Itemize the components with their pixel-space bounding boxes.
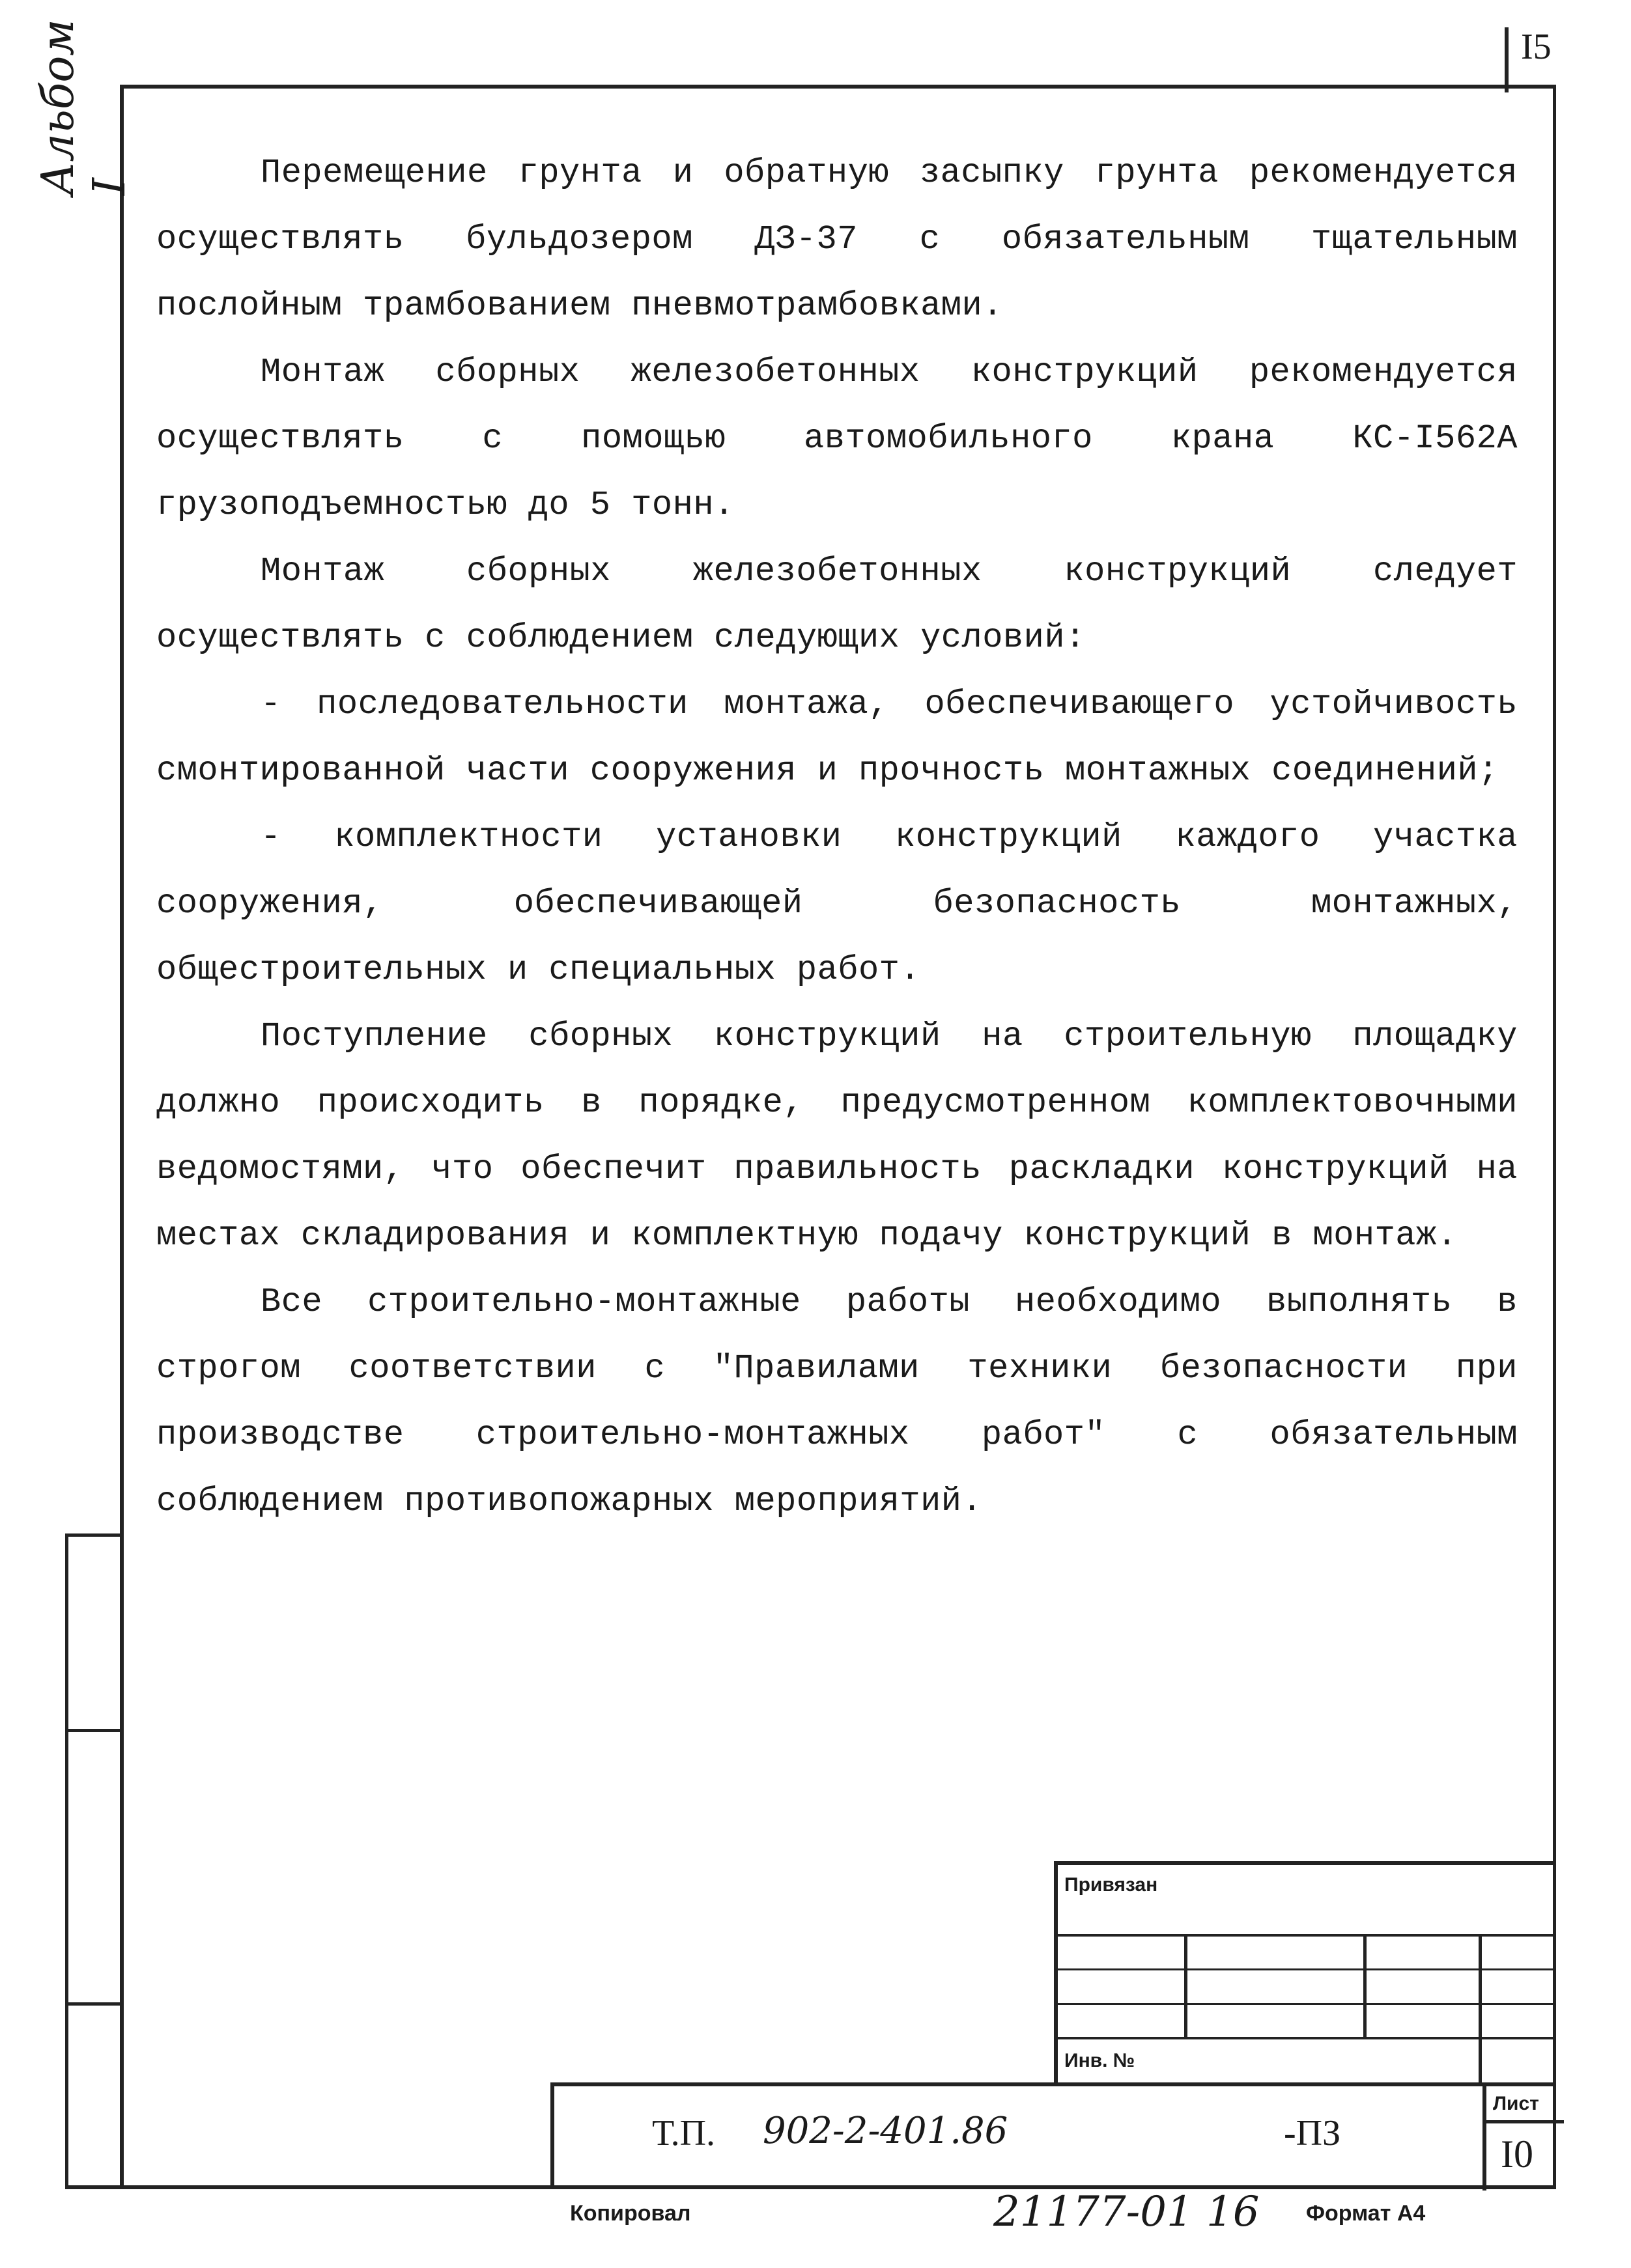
side-strip-line — [68, 1533, 123, 1537]
paragraph: Все строительно-монтажные работы необходимо выполнять в строгом соответствии с "Правилами техники безопасности при производстве строительно-монтажных работ" с обязательным соблюдением противопожарных мероприятий. — [156, 1283, 1518, 1520]
paragraph: Поступление сборных конструкций на строительную площадку должно происходить в порядке, предусмотренном комплектовочными ведомостями, что обеспечит правильность раскладки конструкций на местах складирования и комплектную подачу конструкций в монтаж. — [156, 1017, 1518, 1255]
binding-stamp — [1054, 1861, 1556, 2082]
archive-code: 21177-01 16 — [993, 2188, 1260, 2236]
bound-label: Привязан — [1064, 1874, 1158, 1896]
paragraph: - последовательности монтажа, обеспечивающего устойчивость смонтированной части сооружения и прочность монтажных соединений; — [156, 685, 1518, 790]
copied-label: Копировал — [570, 2201, 691, 2226]
sheet-number: I0 — [1501, 2133, 1533, 2176]
side-strip-line — [68, 1729, 123, 1732]
stamp-line — [1479, 1934, 1482, 2082]
sheet-box — [1482, 2086, 1560, 2191]
sheet-label: Лист — [1493, 2093, 1539, 2114]
album-label: Альбом I — [33, 19, 135, 195]
corner-divider — [1505, 27, 1509, 92]
title-block — [550, 2082, 1556, 2187]
paragraph: Монтаж сборных железобетонных конструкций следует осуществлять с соблюдением следующих условий: — [156, 552, 1518, 657]
paragraph: - комплектности установки конструкций каждого участка сооружения, обеспечивающей безопасность монтажных, общестроительных и специальных работ. — [156, 818, 1518, 989]
inventory-label: Инв. № — [1064, 2050, 1135, 2071]
tp-number: 902-2-401.86 — [763, 2110, 1008, 2152]
side-strip — [65, 1533, 120, 2187]
tp-prefix: Т.П. — [652, 2113, 716, 2153]
paragraph: Перемещение грунта и обратную засыпку грунта рекомендуется осуществлять бульдозером ДЗ-37 с обязательным тщательным послойным трамбованием пневмотрамбовками. — [156, 154, 1518, 325]
format-label: Формат А4 — [1306, 2201, 1426, 2226]
document-body — [156, 140, 1518, 1535]
stamp-line — [1054, 1861, 1556, 1865]
stamp-line — [1363, 1934, 1367, 2039]
paragraph: Монтаж сборных железобетонных конструкций рекомендуется осуществлять с помощью автомобильного крана КС-I562А грузоподъемностью до 5 тонн. — [156, 353, 1518, 524]
page-number: I5 — [1521, 27, 1552, 67]
sheet-divider — [1486, 2120, 1564, 2123]
document-code: -ПЗ — [1284, 2113, 1341, 2153]
stamp-line — [1054, 1861, 1058, 2082]
stamp-line — [1184, 1934, 1187, 2039]
side-strip-line — [68, 2002, 123, 2006]
